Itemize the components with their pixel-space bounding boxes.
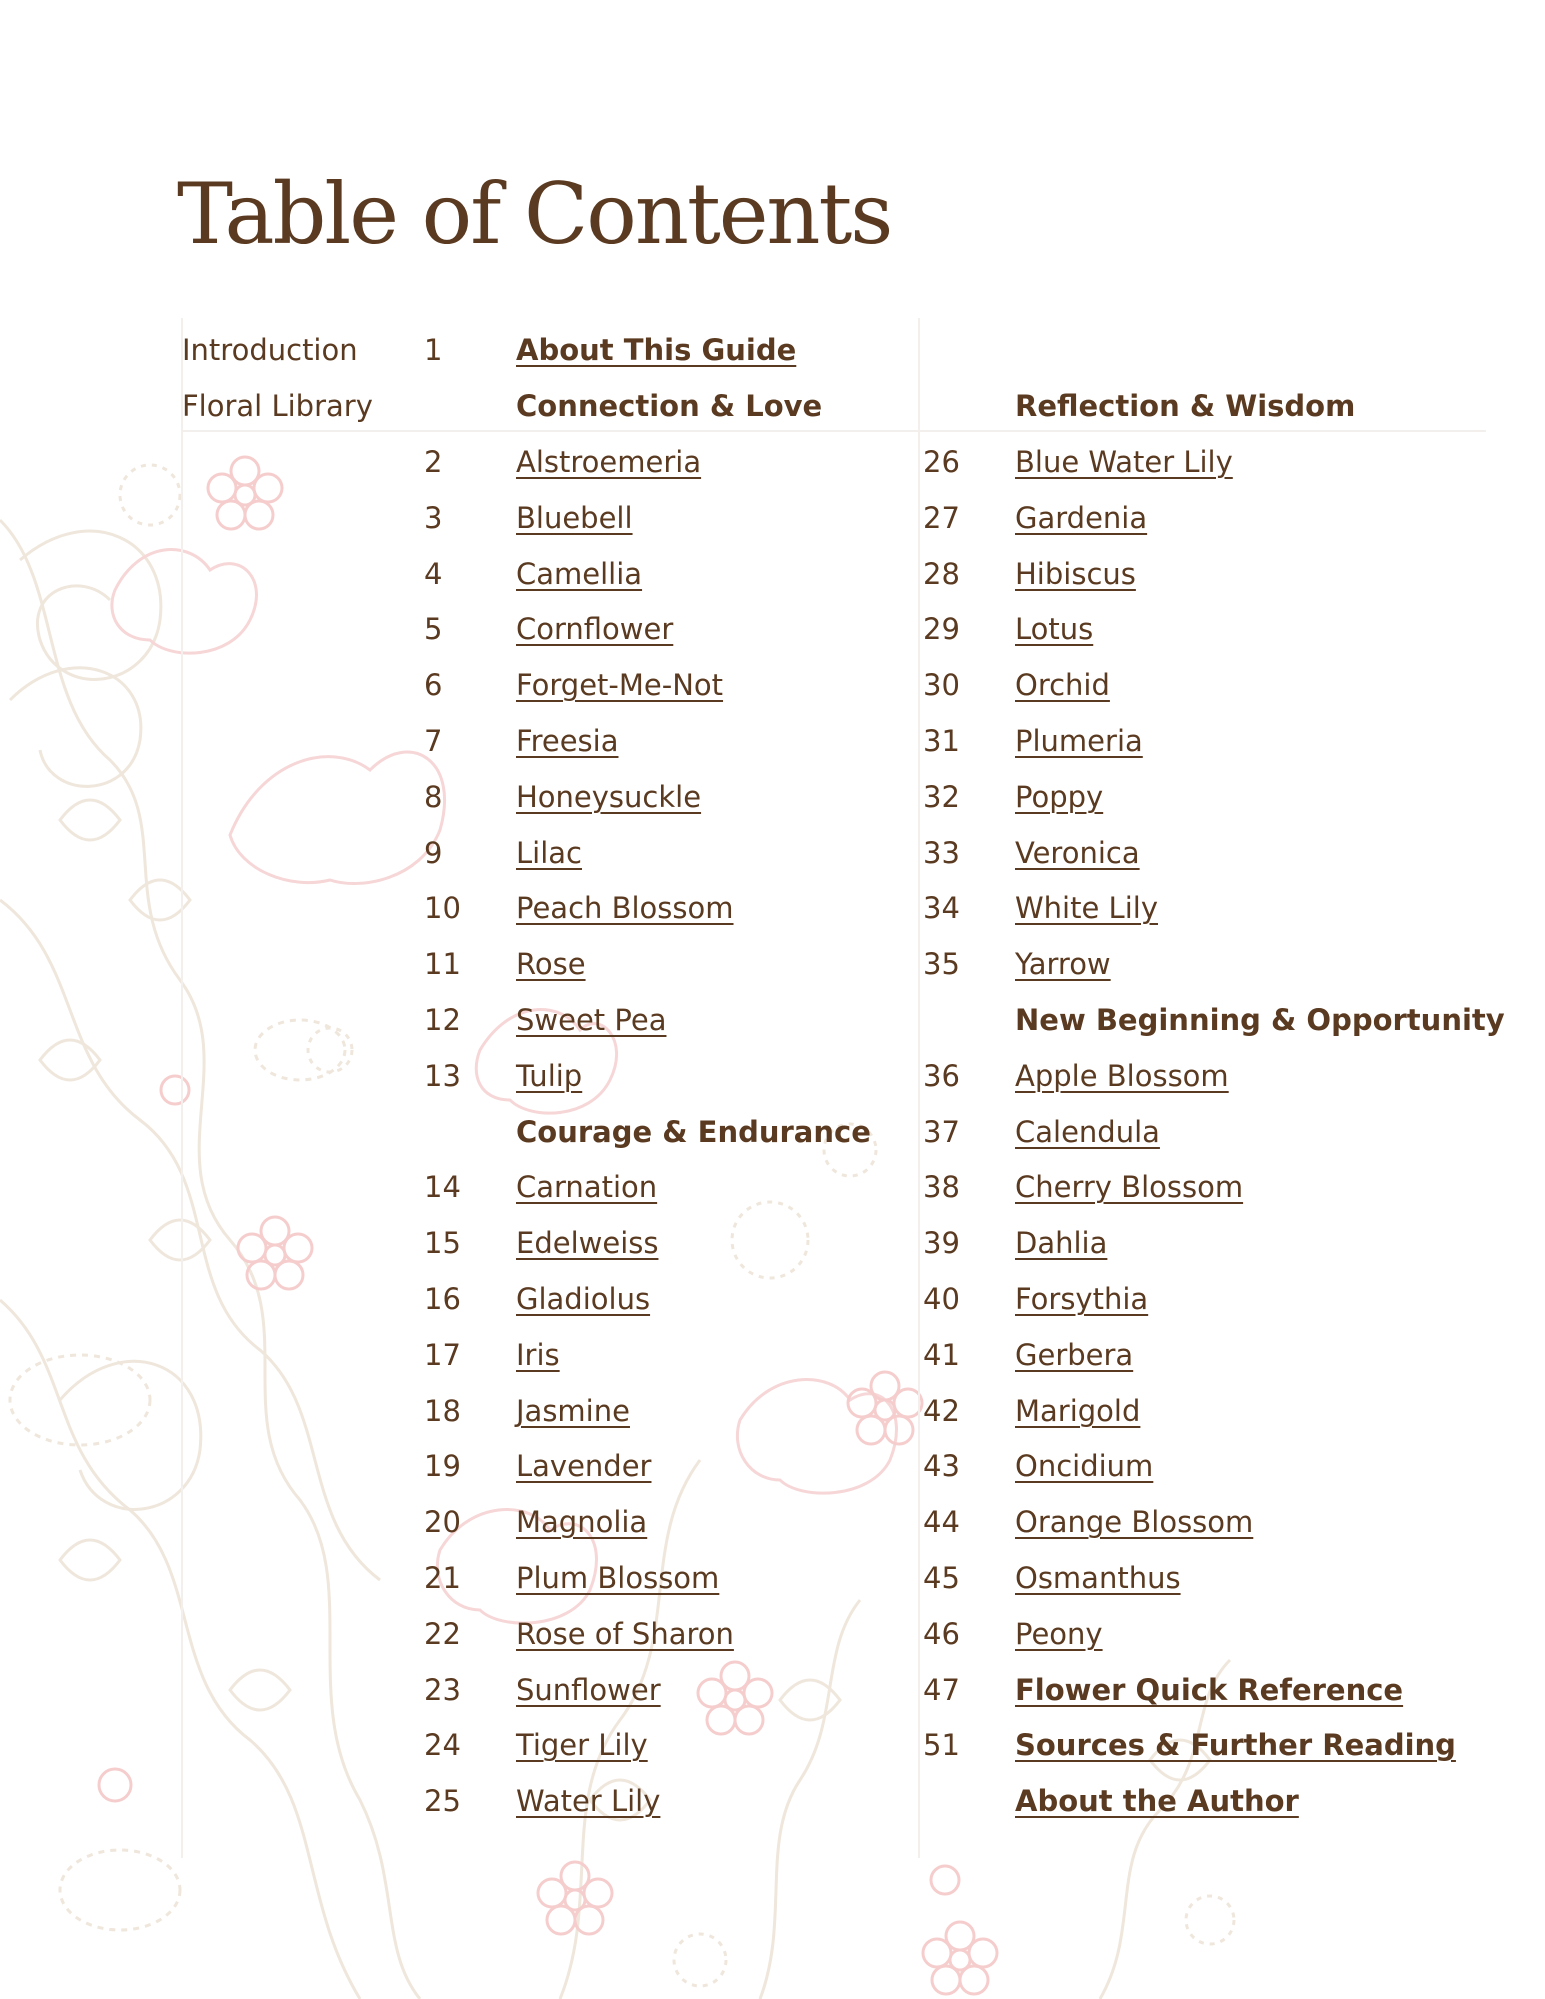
page-number: 39: [923, 1226, 960, 1260]
toc-link-about-the-author[interactable]: About the Author: [1015, 1784, 1299, 1818]
page-number: 19: [424, 1449, 461, 1483]
group-heading-courage-endurance: Courage & Endurance: [516, 1115, 871, 1149]
toc-link-plum-blossom[interactable]: Plum Blossom: [516, 1561, 720, 1595]
toc-link-peony[interactable]: Peony: [1015, 1617, 1103, 1651]
page-number: 31: [923, 724, 960, 758]
page-number: 21: [424, 1561, 461, 1595]
page-number: 41: [923, 1338, 960, 1372]
page-number: 14: [424, 1170, 461, 1204]
toc-link-gerbera[interactable]: Gerbera: [1015, 1338, 1134, 1372]
page-number: 22: [424, 1617, 461, 1651]
page-number: 1: [424, 333, 443, 367]
page-number: 46: [923, 1617, 960, 1651]
toc-link-gladiolus[interactable]: Gladiolus: [516, 1282, 651, 1316]
page-number: 20: [424, 1505, 461, 1539]
toc-link-bluebell[interactable]: Bluebell: [516, 501, 633, 535]
page-number: 6: [424, 668, 443, 702]
toc-link-calendula[interactable]: Calendula: [1015, 1115, 1160, 1149]
page-number: 7: [424, 724, 443, 758]
toc-link-carnation[interactable]: Carnation: [516, 1170, 658, 1204]
toc-link-sweet-pea[interactable]: Sweet Pea: [516, 1003, 667, 1037]
page-number: 45: [923, 1561, 960, 1595]
toc-link-dahlia[interactable]: Dahlia: [1015, 1226, 1108, 1260]
toc-link-lavender[interactable]: Lavender: [516, 1449, 652, 1483]
page-number: 37: [923, 1115, 960, 1149]
page-number: 27: [923, 501, 960, 535]
toc-link-water-lily[interactable]: Water Lily: [516, 1784, 661, 1818]
toc-link-tulip[interactable]: Tulip: [516, 1059, 583, 1093]
toc-link-blue-water-lily[interactable]: Blue Water Lily: [1015, 445, 1233, 479]
toc-link-white-lily[interactable]: White Lily: [1015, 891, 1158, 925]
page-number: 10: [424, 891, 461, 925]
page-number: 29: [923, 612, 960, 646]
toc-link-lilac[interactable]: Lilac: [516, 836, 582, 870]
page-number: 33: [923, 836, 960, 870]
page-number: 11: [424, 947, 461, 981]
page-number: 28: [923, 557, 960, 591]
page-number: 30: [923, 668, 960, 702]
toc-link-apple-blossom[interactable]: Apple Blossom: [1015, 1059, 1229, 1093]
page-number: 35: [923, 947, 960, 981]
page-number: 18: [424, 1394, 461, 1428]
toc-link-sunflower[interactable]: Sunflower: [516, 1673, 661, 1707]
page-number: 15: [424, 1226, 461, 1260]
page-number: 13: [424, 1059, 461, 1093]
page-number: 36: [923, 1059, 960, 1093]
page-number: 16: [424, 1282, 461, 1316]
group-heading-new-beginning-opportunity: New Beginning & Opportunity: [1015, 1003, 1505, 1037]
toc-link-poppy[interactable]: Poppy: [1015, 780, 1104, 814]
page-number: 40: [923, 1282, 960, 1316]
page-number: 2: [424, 445, 443, 479]
toc-link-flower-quick-reference[interactable]: Flower Quick Reference: [1015, 1673, 1404, 1707]
page-number: 47: [923, 1673, 960, 1707]
table-grid-line: [918, 318, 920, 1858]
page-number: 23: [424, 1673, 461, 1707]
table-grid-line: [181, 318, 183, 1858]
toc-link-about-this-guide[interactable]: About This Guide: [516, 333, 797, 367]
page-title: Table of Contents: [177, 165, 892, 263]
page-number: 26: [923, 445, 960, 479]
page-number: 17: [424, 1338, 461, 1372]
toc-link-alstroemeria[interactable]: Alstroemeria: [516, 445, 702, 479]
toc-link-sources-and-further-reading[interactable]: Sources & Further Reading: [1015, 1728, 1456, 1762]
page-number: 5: [424, 612, 443, 646]
toc-link-hibiscus[interactable]: Hibiscus: [1015, 557, 1136, 591]
toc-link-lotus[interactable]: Lotus: [1015, 612, 1094, 646]
page-number: 38: [923, 1170, 960, 1204]
toc-link-rose[interactable]: Rose: [516, 947, 586, 981]
toc-link-edelweiss[interactable]: Edelweiss: [516, 1226, 659, 1260]
page-number: 12: [424, 1003, 461, 1037]
section-label-introduction: Introduction: [182, 333, 358, 367]
page-number: 9: [424, 836, 443, 870]
group-heading-connection-love: Connection & Love: [516, 389, 823, 423]
toc-link-iris[interactable]: Iris: [516, 1338, 560, 1372]
page-number: 44: [923, 1505, 960, 1539]
toc-link-peach-blossom[interactable]: Peach Blossom: [516, 891, 734, 925]
toc-link-oncidium[interactable]: Oncidium: [1015, 1449, 1154, 1483]
page-number: 51: [923, 1728, 960, 1762]
toc-link-freesia[interactable]: Freesia: [516, 724, 619, 758]
toc-link-marigold[interactable]: Marigold: [1015, 1394, 1141, 1428]
toc-link-orchid[interactable]: Orchid: [1015, 668, 1110, 702]
toc-link-orange-blossom[interactable]: Orange Blossom: [1015, 1505, 1254, 1539]
page-number: 43: [923, 1449, 960, 1483]
page-number: 25: [424, 1784, 461, 1818]
toc-link-magnolia[interactable]: Magnolia: [516, 1505, 648, 1539]
page-number: 32: [923, 780, 960, 814]
toc-link-rose-of-sharon[interactable]: Rose of Sharon: [516, 1617, 734, 1651]
page-number: 3: [424, 501, 443, 535]
toc-link-gardenia[interactable]: Gardenia: [1015, 501, 1148, 535]
page-number: 8: [424, 780, 443, 814]
toc-link-plumeria[interactable]: Plumeria: [1015, 724, 1143, 758]
page-number: 42: [923, 1394, 960, 1428]
toc-link-forget-me-not[interactable]: Forget-Me-Not: [516, 668, 724, 702]
group-heading-reflection-wisdom: Reflection & Wisdom: [1015, 389, 1356, 423]
section-label-floral-library: Floral Library: [182, 389, 373, 423]
toc-link-tiger-lily[interactable]: Tiger Lily: [516, 1728, 648, 1762]
toc-link-camellia[interactable]: Camellia: [516, 557, 643, 591]
toc-link-cherry-blossom[interactable]: Cherry Blossom: [1015, 1170, 1244, 1204]
toc-link-cornflower[interactable]: Cornflower: [516, 612, 674, 646]
toc-link-forsythia[interactable]: Forsythia: [1015, 1282, 1149, 1316]
toc-link-jasmine[interactable]: Jasmine: [516, 1394, 630, 1428]
page-number: 24: [424, 1728, 461, 1762]
toc-link-osmanthus[interactable]: Osmanthus: [1015, 1561, 1181, 1595]
toc-link-yarrow[interactable]: Yarrow: [1015, 947, 1111, 981]
page-number: 4: [424, 557, 443, 591]
toc-link-honeysuckle[interactable]: Honeysuckle: [516, 780, 702, 814]
page-number: 34: [923, 891, 960, 925]
toc-link-veronica[interactable]: Veronica: [1015, 836, 1140, 870]
